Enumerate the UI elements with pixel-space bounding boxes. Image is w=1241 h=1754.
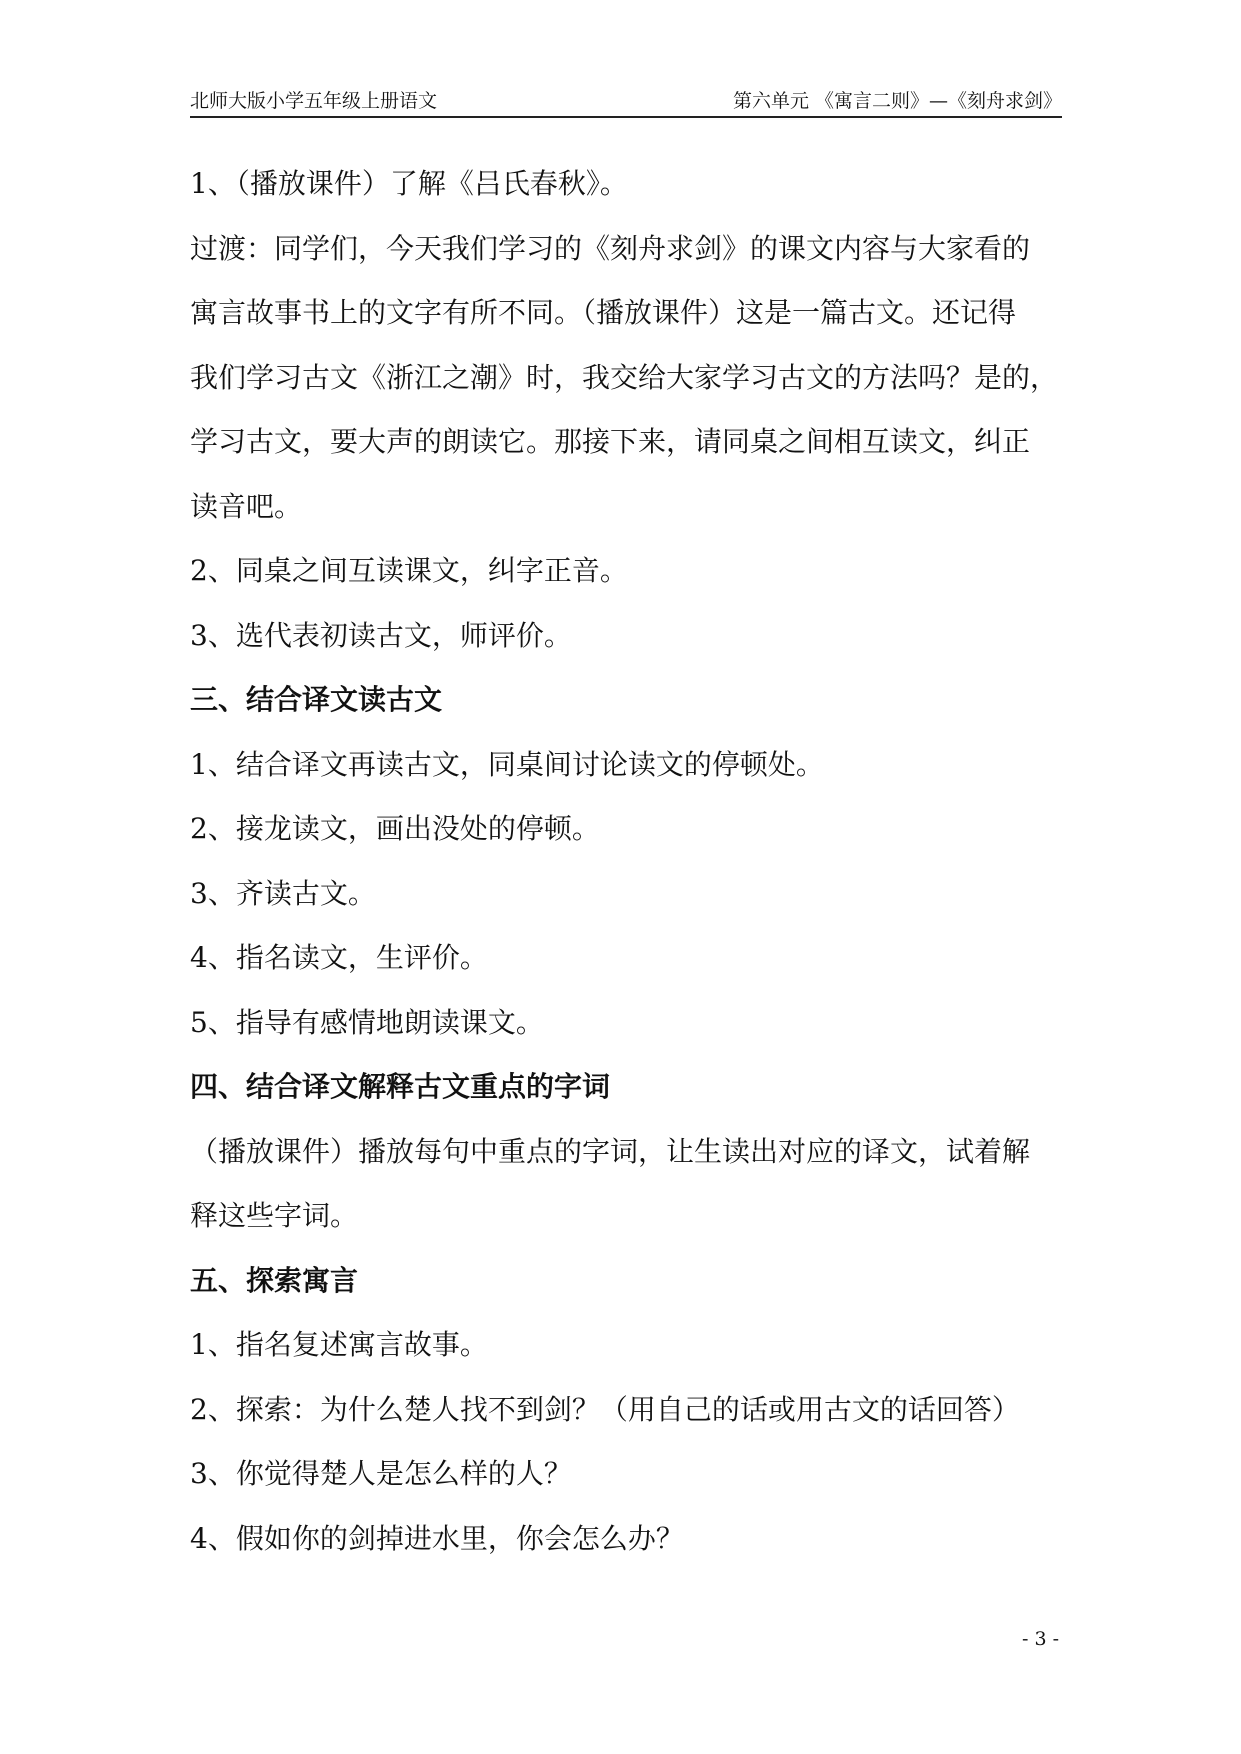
section-3-item-4: 4、指名读文，生评价。 (190, 941, 488, 974)
section-heading-4: 四、结合译文解释古文重点的字词 (190, 1070, 611, 1103)
step-3-representative-reading: 3、选代表初读古文，师评价。 (190, 618, 572, 652)
section-4-text-line-1: （播放课件）播放每句中重点的字词，让生读出对应的译文，试着解 (190, 1134, 1031, 1168)
transition-line-3: 我们学习古文《浙江之潮》时，我交给大家学习古文的方法吗？是的， (190, 360, 1059, 394)
page-header (190, 86, 1062, 118)
header-book-title: 北师大版小学五年级上册语文 (190, 90, 438, 112)
transition-line-2: 寓言故事书上的文字有所不同。（播放课件）这是一篇古文。还记得 (190, 296, 1017, 329)
transition-line-4: 学习古文，要大声的朗读它。那接下来，请同桌之间相互读文，纠正 (190, 425, 1031, 458)
step-2-peer-reading: 2、同桌之间互读课文，纠字正音。 (190, 554, 628, 587)
section-5-item-1: 1、指名复述寓言故事。 (190, 1328, 488, 1361)
step-1-play-courseware: 1、（播放课件）了解《吕氏春秋》。 (190, 167, 628, 200)
page-number: - 3 - (1022, 1628, 1060, 1650)
section-5-item-4: 4、假如你的剑掉进水里，你会怎么办？ (190, 1521, 684, 1555)
section-5-item-3: 3、你觉得楚人是怎么样的人？ (190, 1457, 572, 1490)
section-heading-5: 五、探索寓言 (190, 1263, 359, 1297)
section-heading-3: 三、结合译文读古文 (190, 683, 443, 716)
section-3-item-3: 3、齐读古文。 (190, 876, 376, 910)
section-5-item-2: 2、探索：为什么楚人找不到剑？（用自己的话或用古文的话回答） (190, 1392, 1020, 1426)
transition-line-1: 过渡：同学们，今天我们学习的《刻舟求剑》的课文内容与大家看的 (190, 231, 1031, 265)
section-3-item-5: 5、指导有感情地朗读课文。 (190, 1005, 544, 1039)
section-4-text-line-2: 释这些字词。 (190, 1199, 359, 1232)
transition-line-5: 读音吧。 (190, 489, 303, 523)
section-3-item-2: 2、接龙读文，画出没处的停顿。 (190, 812, 600, 845)
header-unit-title: 第六单元 《寓言二则》—《刻舟求剑》 (732, 90, 1062, 112)
page-body (190, 152, 1070, 1571)
section-3-item-1: 1、结合译文再读古文，同桌间讨论读文的停顿处。 (190, 747, 824, 781)
